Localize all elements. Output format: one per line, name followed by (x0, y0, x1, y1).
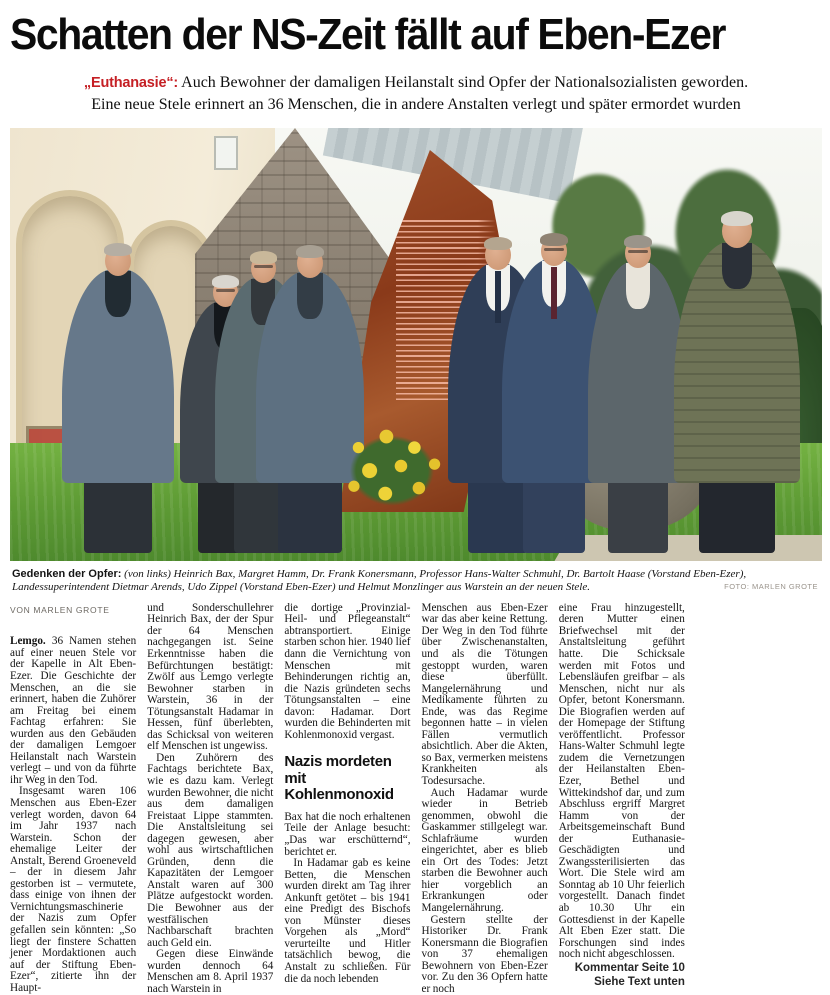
subhead (10, 72, 822, 115)
byline: VON MARLEN GROTE (10, 604, 110, 615)
shirt (626, 263, 650, 309)
caption-lead: Gedenken der Opfer: (12, 568, 122, 580)
paragraph: Insgesamt waren 106 Menschen aus Eben-Ezer verlegt worden, davon 64 im Jahr 1937 nach Warstein. Schon der ehemalige Leiter der Anstalt, Berend Groeneveld – der in diesem Jahr gestorben ist – vermutete, dass einige von ihnen der Vernichtungsmaschinerie der Nazis zum Opfer gefallen sein könnten: „So liegt der finstere Schatten jener Mordaktionen auch auf der Stiftung Eben-Ezer“, zitierte ihn der Haupt- (10, 785, 137, 994)
text-column-2 (147, 603, 273, 995)
text-column-5 (559, 603, 685, 995)
paragraph-lead: Lemgo. (10, 635, 52, 648)
article-photo (10, 128, 822, 561)
text-column-1 (10, 603, 136, 995)
text-column-4 (422, 603, 548, 995)
glasses (628, 250, 648, 253)
person-figure (588, 238, 688, 553)
paragraph: und Sonderschullehrer Heinrich Bax, der der Spur der 64 Menschen nachgegangen ist. Seine Erkenntnisse haben die Befürchtungen bestätigt: Zwölf aus Lemgo verlegte Bewohner starben in Warstein, 36 in der Tötungsanstalt Hadamar in Hessen, fünf überlebten, das Schicksal von weiteren elf Menschen ist ungewiss. (147, 601, 274, 753)
paragraph: die dortige „Provinzial-Heil- und Pflegeanstalt“ abtransportiert. Einige starben schon hier. 1940 lief dann die Vernichtung von Menschen mit Behinderungen richtig an, die Nazis gründeten sechs Tötungsanstalten – eine davon: Hadamar. Dort wurden die Behinderten mit Kohlenmonoxid vergast. (284, 601, 411, 741)
paragraph: Bax hat die noch erhaltenen Teile der Anlage besucht: „Das war erschütternd“, berichtet er. (284, 810, 411, 858)
headline: Schatten der NS-Zeit fällt auf Eben-Ezer (10, 10, 725, 59)
paragraph: Gegen diese Einwände wurden dennoch 64 Menschen am 8. April 1937 nach Warstein in (147, 948, 274, 995)
subhead-line2: Eine neue Stele erinnert an 36 Menschen, die in andere Anstalten verlegt und später ermordet wurden (91, 96, 741, 113)
trousers (699, 475, 775, 553)
photo-caption (12, 568, 820, 595)
flower-bouquet (336, 420, 448, 512)
hair (721, 211, 753, 226)
text-column-3 (284, 603, 410, 995)
caption-text: (von links) Heinrich Bax, Margret Hamm, Dr. Frank Konersmann, Professor Hans-Walter Schmuhl, Dr. Bartolt Haase (Vorstand Eben-Ezer), Landessuperintendent Dietmar Arends, Udo Zippel (Vorstand Eben-Ezer) und Helmut Monzlinger aus Warstein an der neuen Stele. (12, 568, 747, 594)
hair (104, 243, 132, 256)
article-body (10, 603, 822, 995)
shirt (105, 271, 132, 317)
hair (624, 235, 652, 248)
trousers (608, 475, 668, 553)
subhead-highlight: „Euthanasie“: (83, 75, 179, 91)
page-reference: Siehe Text unten (594, 976, 685, 989)
crosshead: Nazis mordeten mit Kohlenmonoxid (284, 753, 394, 804)
paragraph: Den Zuhörern des Fachtags berichtete Bax, wie es dazu kam. Verlegt wurden Bewohner, die nicht aus dem damaligen Freistaat Lippe stammten. Die Anstaltsleitung sei dagegen gewesen, aber wohl aus wirtschaftlichen Gründen, denn die Kapazitäten der Lemgoer Anstalt waren auf 300 Plätze aufgestockt worden. Die Bewohner aus der westfälischen Nachbarschaft brachten auch Geld ein. (147, 751, 274, 949)
paragraph: In Hadamar gab es keine Betten, die Menschen wurden direkt am Tag ihrer Ankunft getötet – bis 1941 eine Predigt des Bischofs von Münster dieses Vorgehen als „Mord“ verurteilte und Hitler tatsächlich bewog, die Anstalt zu schließen. Für die da noch lebenden (284, 857, 411, 985)
person-figure (674, 214, 800, 553)
person-figure (62, 246, 174, 553)
trousers (523, 475, 585, 553)
glasses (544, 248, 564, 251)
paragraph: Gestern stellte der Historiker Dr. Frank Konersmann die Biografien von 37 ehemaligen Bewohnern von Eben-Ezer vor. Zu den 36 Opfern hatte er noch (421, 913, 548, 995)
tie (551, 267, 557, 319)
shirt (722, 243, 752, 289)
hair (540, 233, 568, 246)
trousers (84, 475, 151, 553)
paragraph: Menschen aus Eben-Ezer war das aber keine Rettung. Der Weg in den Tod führte über Zwischenanstalten, und als die Tötungen gestoppt wurden, waren diese überfüllt. Mangelernährung und Medikamente führten zu Ende, was das Regime begonnen hatte – in vielen Fällen vermutlich absichtlich. Aber die Akten, so Bax, vermerken meistens Krankheiten als Todesursache. (421, 601, 548, 788)
photo-credit: FOTO: MARLEN GROTE (724, 582, 818, 592)
paragraph: Lemgo. 36 Namen stehen auf einer neuen Stele vor der Kapelle in Alt Eben-Ezer. Die Geschichte der Menschen, an die sie erinnert, haben die Zuhörer am Freitag bei einem Fachtag erfahren: Sie wurden aus den Gebäuden der damaligen Lemgoer Heilanstalt nach Warstein verlegt – und von da führte ihr Weg in den Tod. (10, 635, 137, 786)
subhead-line1: Auch Bewohner der damaligen Heilanstalt sind Opfer der Nationalsozialisten geworden. (181, 74, 749, 91)
trousers (278, 475, 343, 553)
hair (296, 245, 324, 258)
tie (495, 271, 501, 323)
paragraph: eine Frau hinzugestellt, deren Mutter einen Briefwechsel mit der Anstaltsleitung geführt hatte. Die Schicksale werden mit Fotos und Lebensläufen greifbar – als Menschen, nicht nur als Opfer, betont Konersmann. Die Biografien werden auf der Homepage der Stiftung veröffentlicht. Professor Hans-Walter Schmuhl legte zudem die Vernetzungen der Heilanstalten Eben-Ezer, Bethel und Wittekindshof dar, und zum Abschluss ergriff Margret Hamm von der Arbeitsgemeinschaft Bund der Euthanasie-Geschädigten und Zwangssterilisierten das Wort. Die Stele wird am Sonntag ab 10 Uhr feierlich vorgestellt. Danach findet ab 10.30 Uhr ein Gottesdienst in der Kapelle Alt Eben Ezer statt. Die Forschungen sind indes noch nicht abgeschlossen. (558, 601, 685, 961)
shirt (297, 273, 323, 319)
paragraph: Auch Hadamar wurde wieder in Betrieb genommen, obwohl die Gaskammer stillgelegt war. Schlafräume wurden eingerichtet, aber es blieb ein Ort des Todes: Jetzt starben die Bewohner auch hier vorgeblich an Erkrankungen oder Mangelernährung. (421, 786, 548, 915)
page-reference: Kommentar Seite 10 (574, 961, 685, 974)
text-column-6 (696, 603, 822, 995)
